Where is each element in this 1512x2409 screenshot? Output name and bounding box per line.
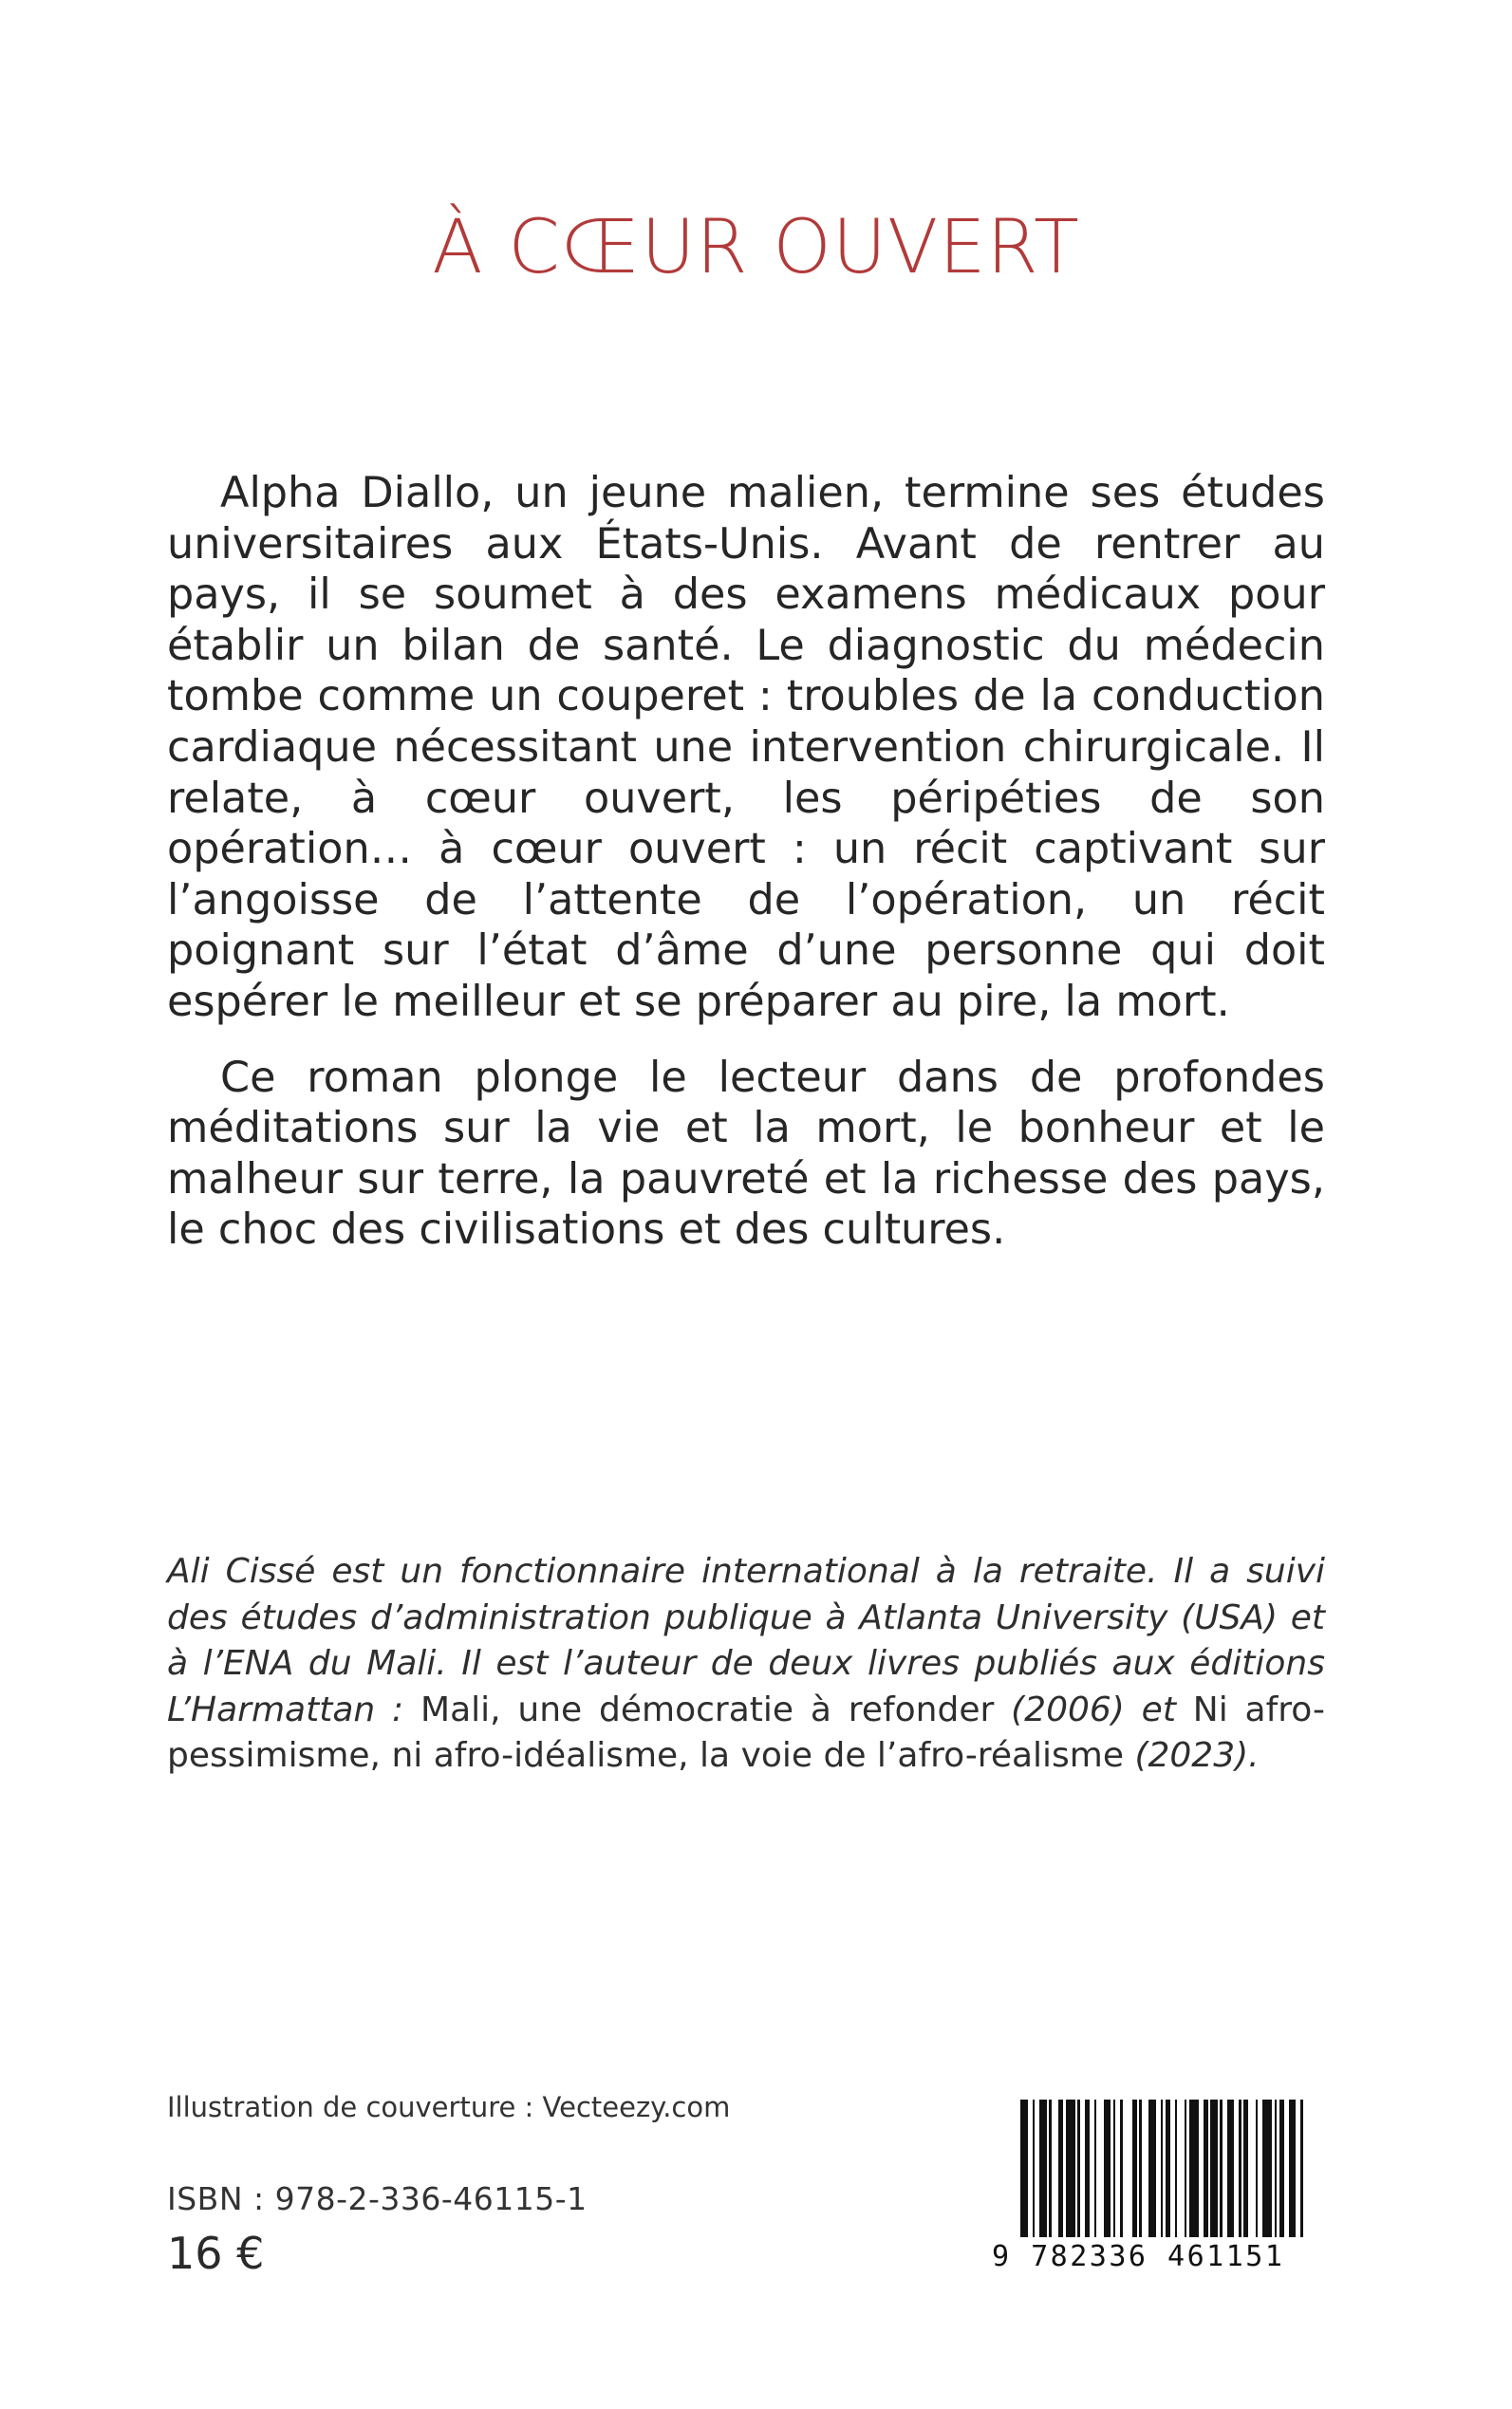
barcode-stripe xyxy=(1303,2100,1311,2237)
barcode-stripe xyxy=(1142,2100,1149,2237)
barcode-stripe xyxy=(1123,2100,1132,2237)
barcode-stripe xyxy=(1248,2100,1256,2237)
barcode-stripe xyxy=(1189,2100,1199,2237)
barcode-stripe xyxy=(1227,2100,1235,2237)
barcode-stripe xyxy=(1289,2100,1297,2237)
barcode-stripe xyxy=(1104,2100,1111,2237)
book-title-1: Mali, une démocratie à refonder xyxy=(420,1690,995,1729)
barcode-stripe xyxy=(1039,2100,1047,2237)
price: 16 € xyxy=(167,2228,265,2279)
book-year-1: (2006) et xyxy=(994,1690,1193,1729)
illustration-credit: Illustration de couverture : Vecteezy.com xyxy=(167,2091,731,2123)
author-bio-intro: Ali Cissé est un fonctionnaire international à la retraite. Il a suivi des études d’administration publique à Atlanta University (USA) et à l’ENA du Mali. Il est l’auteur de deux livres publiés aux éditions L’Harmattan : xyxy=(167,1552,1325,1729)
barcode-stripe xyxy=(1020,2100,1028,2237)
barcode-bars xyxy=(1020,2100,1310,2237)
author-bio xyxy=(167,1549,1325,1780)
barcode-stripe xyxy=(1148,2100,1156,2237)
isbn: ISBN : 978-2-336-46115-1 xyxy=(167,2180,588,2217)
barcode-stripe xyxy=(1210,2100,1218,2237)
synopsis-paragraph-2: Ce roman plonge le lecteur dans de profondes méditations sur la vie et la mort, le bonheur et le malheur sur terre, la pauvreté et la richesse des pays, le choc des civilisations et des cultures. xyxy=(167,1053,1325,1255)
barcode-digits: 9 782336 461151 xyxy=(992,2240,1285,2273)
barcode-stripe xyxy=(1177,2100,1185,2237)
synopsis-paragraph-1: Alpha Diallo, un jeune malien, termine ses études universitaires aux États-Unis. Avant de rentrer au pays, il se soumet à des examens médicaux pour établir un bilan de santé. Le diagnostic du médecin tombe comme un couperet : troubles de la conduction cardiaque nécessitant une intervention chirurgicale. Il relate, à cœur ouvert, les péripéties de son opération… à cœur ouvert : un récit captivant sur l’angoisse de l’attente de l’opération, un récit poignant sur l’état d’âme d’une personne qui doit espérer le meilleur et se préparer au pire, la mort. xyxy=(167,469,1325,1026)
book-year-2: (2023). xyxy=(1124,1736,1260,1775)
barcode xyxy=(992,2088,1324,2288)
book-title-2: Ni afro-pessimisme, ni afro-idéalisme, la voie de l’afro-réalisme xyxy=(167,1690,1325,1775)
book-title: À CŒUR OUVERT xyxy=(432,205,1080,290)
synopsis xyxy=(167,468,1325,1256)
barcode-stripe xyxy=(1066,2100,1075,2237)
barcode-stripe xyxy=(1262,2100,1272,2237)
barcode-stripe xyxy=(1096,2100,1104,2237)
barcode-stripe xyxy=(1052,2100,1059,2237)
